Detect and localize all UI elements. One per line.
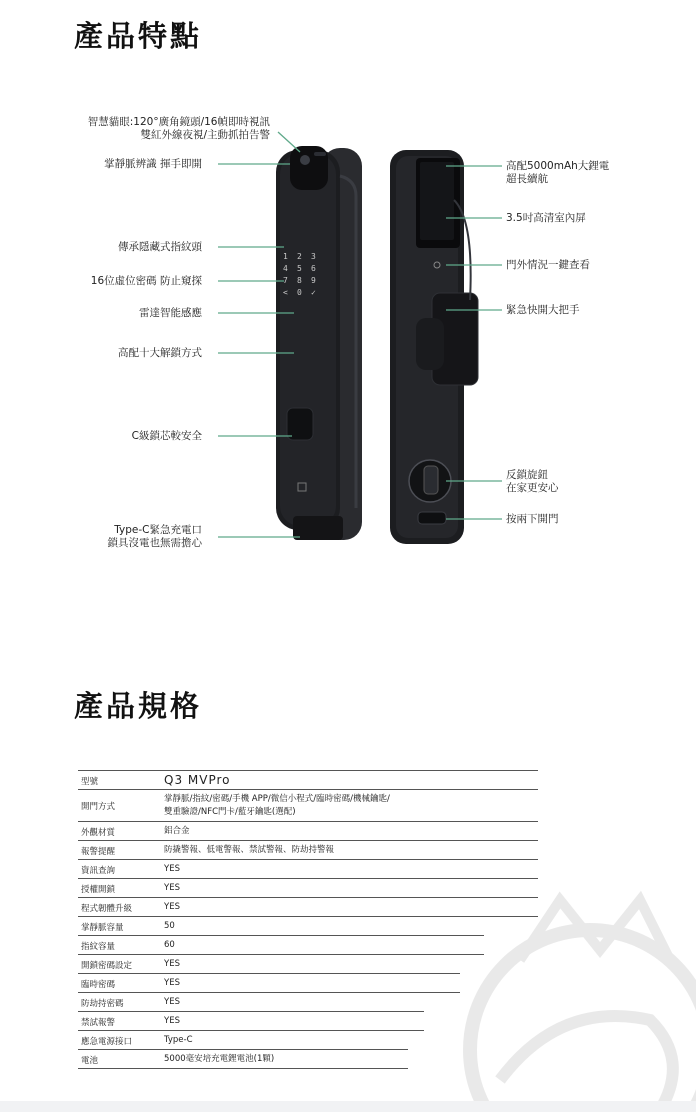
spec-row (78, 898, 538, 917)
keypad-key: 3 (311, 252, 316, 261)
spec-value (164, 974, 460, 992)
spec-row (78, 993, 424, 1012)
spec-value-line: 防撬警報、低電警報、禁試警報、防劫持警報 (164, 845, 335, 855)
spec-value-line: YES (164, 864, 180, 874)
feature-battery (506, 160, 609, 186)
spec-key: 開門方式 (81, 802, 116, 812)
keypad-key: 6 (311, 264, 316, 273)
keypad-key: 0 (297, 288, 302, 297)
spec-value (164, 879, 538, 897)
spec-key: 程式韌體升級 (81, 903, 133, 914)
feature-text: 智慧貓眼:120°廣角鏡頭/16幀即時視訊 (87, 116, 270, 128)
spec-value-line: 50 (164, 921, 175, 931)
spec-value (164, 841, 538, 859)
feature-big-handle: 緊急快開大把手 (506, 304, 580, 316)
feature-text: 鎖具沒電也無需擔心 (107, 537, 202, 549)
spec-value (164, 936, 484, 954)
feature-c-grade-core: C級鎖芯較安全 (131, 430, 202, 442)
spec-key: 開鎖密碼設定 (81, 960, 133, 971)
spec-value-line: 鋁合金 (164, 826, 190, 836)
feature-text: 高配5000mAh大鋰電 (506, 160, 610, 172)
spec-value (164, 1050, 408, 1068)
spec-value-line: 雙重驗證/NFC門卡/藍牙鑰匙(選配) (164, 807, 296, 817)
spec-value (164, 822, 538, 840)
feature-text: 超長續航 (506, 173, 548, 185)
back-lock (390, 150, 478, 544)
spec-value-line: 5000毫安培充電鋰電池(1顆) (164, 1054, 275, 1064)
spec-value (164, 955, 460, 973)
feature-palm-vein: 掌靜脈辨識 揮手即開 (104, 158, 202, 170)
spec-key: 授權開鎖 (81, 884, 116, 895)
spec-key: 外觀材質 (81, 827, 116, 838)
feature-type-c (108, 524, 203, 550)
spec-value-line: Q3 MVPro (164, 773, 231, 787)
spec-value-line: YES (164, 997, 180, 1007)
spec-row (78, 822, 538, 841)
spec-row (78, 917, 484, 936)
feature-virtual-password: 16位虛位密碼 防止窺探 (90, 275, 202, 287)
spec-row (78, 790, 538, 822)
keypad-key: 5 (297, 264, 302, 273)
spec-key: 報警提醒 (81, 846, 116, 857)
feature-double-press-open: 按兩下開門 (506, 513, 559, 525)
spec-row (78, 770, 538, 790)
spec-row (78, 974, 460, 993)
front-lock (276, 146, 362, 540)
spec-value (164, 771, 538, 789)
spec-key: 指紋容量 (81, 941, 116, 952)
keypad-key: ✓ (311, 288, 316, 297)
keypad-key: 4 (283, 264, 288, 273)
feature-text: 反鎖旋鈕 (506, 469, 548, 481)
spec-key: 臨時密碼 (81, 979, 116, 990)
spec-row (78, 1012, 424, 1031)
spec-row (78, 1050, 408, 1069)
keypad-key: 1 (283, 252, 288, 261)
spec-value (164, 898, 538, 916)
spec-value-line: YES (164, 883, 180, 893)
spec-value-line: 60 (164, 940, 175, 950)
spec-row (78, 841, 538, 860)
feature-text: 雙紅外線夜視/主動抓拍告警 (140, 129, 270, 141)
spec-value-line: YES (164, 978, 180, 988)
spec-key: 應急電源接口 (81, 1036, 133, 1047)
feature-indoor-screen: 3.5吋高清室內屏 (506, 212, 586, 224)
spec-value (164, 1012, 424, 1030)
bottom-band (0, 1101, 696, 1112)
spec-key: 掌靜脈容量 (81, 922, 124, 933)
keypad-key: 9 (311, 276, 316, 285)
feature-anti-lock-knob (506, 469, 559, 495)
spec-value (164, 860, 538, 878)
spec-table (78, 770, 538, 1069)
spec-value-line: YES (164, 959, 180, 969)
keypad-key: < (283, 288, 288, 297)
spec-value-line: 掌靜脈/指紋/密碼/手機 APP/微信小程式/臨時密碼/機械鑰匙/ (164, 794, 390, 804)
spec-key: 禁試報警 (81, 1017, 116, 1028)
spec-row (78, 879, 538, 898)
spec-value (164, 790, 538, 821)
feature-text: Type-C緊急充電口 (114, 524, 202, 536)
spec-value-line: YES (164, 1016, 180, 1026)
keypad-key: 8 (297, 276, 302, 285)
feature-smart-peephole (88, 116, 270, 142)
feature-radar: 雷達智能感應 (139, 307, 202, 319)
spec-value (164, 993, 424, 1011)
feature-unlock-methods: 高配十大解鎖方式 (118, 347, 202, 359)
spec-key: 電池 (81, 1055, 99, 1066)
feature-one-key-view: 門外情況一鍵查看 (506, 259, 590, 271)
spec-key: 型號 (81, 776, 99, 787)
feature-text: 在家更安心 (506, 482, 559, 494)
spec-key: 資訊查詢 (81, 865, 116, 876)
spec-value-line: Type-C (164, 1035, 193, 1045)
keypad-key: 7 (283, 276, 288, 285)
specs-title: 產品規格 (74, 689, 203, 723)
spec-row (78, 1031, 408, 1050)
spec-key: 防劫持密碼 (81, 998, 124, 1009)
spec-value-line: YES (164, 902, 180, 912)
feature-hidden-fingerprint: 傳承隱藏式指紋頭 (118, 241, 202, 253)
spec-row (78, 936, 484, 955)
spec-value (164, 1031, 408, 1049)
spec-row (78, 955, 460, 974)
keypad-key: 2 (297, 252, 302, 261)
spec-row (78, 860, 538, 879)
features-title: 產品特點 (74, 19, 203, 53)
spec-value (164, 917, 484, 935)
